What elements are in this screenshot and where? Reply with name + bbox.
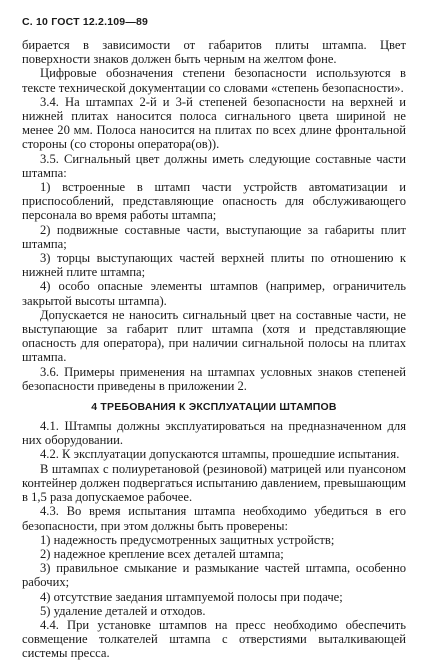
body-before <box>22 38 406 393</box>
list-item: 5) удаление деталей и отходов. <box>40 603 206 618</box>
paragraph-3-6: 3.6. Примеры применения на штампах условных знаков степеней безопасности приведены в приложении 2. <box>22 364 406 393</box>
list-item: 1) встроенные в штамп части устройств автоматизации и приспособлений, представляющие опасность для обслуживающего персонала во время работы штампа; <box>22 180 406 223</box>
paragraph-4-3: 4.3. Во время испытания штампа необходимо убедиться в его безопасности, при этом должны быть проверены: <box>22 504 406 533</box>
page-header: С. 10 ГОСТ 12.2.109—89 <box>22 16 149 28</box>
paragraph: Допускается не наносить сигнальный цвет на составные части, не выступающие за габарит плит штампа (хотя и представляющие опасность для оператора), при наличии сигнальной полосы на плитах штампа. <box>22 307 406 365</box>
paragraph-4-1: 4.1. Штампы должны эксплуатироваться на предназначенном для них оборудовании. <box>22 419 406 448</box>
list-item: 4) особо опасные элементы штампов (например, ограничитель закрытой высоты штампа). <box>22 279 406 308</box>
body-after <box>22 419 406 660</box>
paragraph: бирается в зависимости от габаритов плиты штампа. Цвет поверхности знаков должен быть черным на желтом фоне. <box>22 38 406 67</box>
list-item: 3) правильное смыкание и размыкание частей штампа, особенно рабочих; <box>22 561 406 590</box>
list-item: 4) отсутствие заедания штампуемой полосы при подаче; <box>40 589 343 604</box>
list-item: 1) надежность предусмотренных защитных устройств; <box>40 532 335 547</box>
paragraph: Цифровые обозначения степени безопасности используются в тексте технической документации со словами «степень безопасности». <box>22 66 406 95</box>
document-page <box>22 14 406 661</box>
list-item: 3) торцы выступающих частей верхней плиты по отношению к нижней плите штампа; <box>22 251 406 280</box>
paragraph-3-4: 3.4. На штампах 2-й и 3-й степеней безопасности на верхней и нижней плитах наносится полоса сигнального цвета шириной не менее 20 мм. Полоса наносится на плитах по всех длине фронтальной стороны (со стороны оператора(ов)). <box>22 94 406 152</box>
list-item: 2) надежное крепление всех деталей штампа; <box>40 546 284 561</box>
section-title: 4 ТРЕБОВАНИЯ К ЭКСПЛУАТАЦИИ ШТАМПОВ <box>91 401 337 414</box>
paragraph-4-2: 4.2. К эксплуатации допускаются штампы, прошедшие испытания. <box>40 447 400 462</box>
paragraph-4-4: 4.4. При установке штампов на пресс необходимо обеспечить совмещение толкателей штампа с отверстиями выталкивающей системы пресса. <box>22 617 406 661</box>
paragraph-3-5: 3.5. Сигнальный цвет должны иметь следующие составные части штампа: <box>22 151 406 180</box>
paragraph: В штампах с полиуретановой (резиновой) матрицей или пуансоном контейнер должен подвергаться испытанию давлением, превышающим в 1,5 раза допускаемое рабочее. <box>22 461 406 505</box>
list-item: 2) подвижные составные части, выступающие за габариты плит штампа; <box>22 222 406 251</box>
